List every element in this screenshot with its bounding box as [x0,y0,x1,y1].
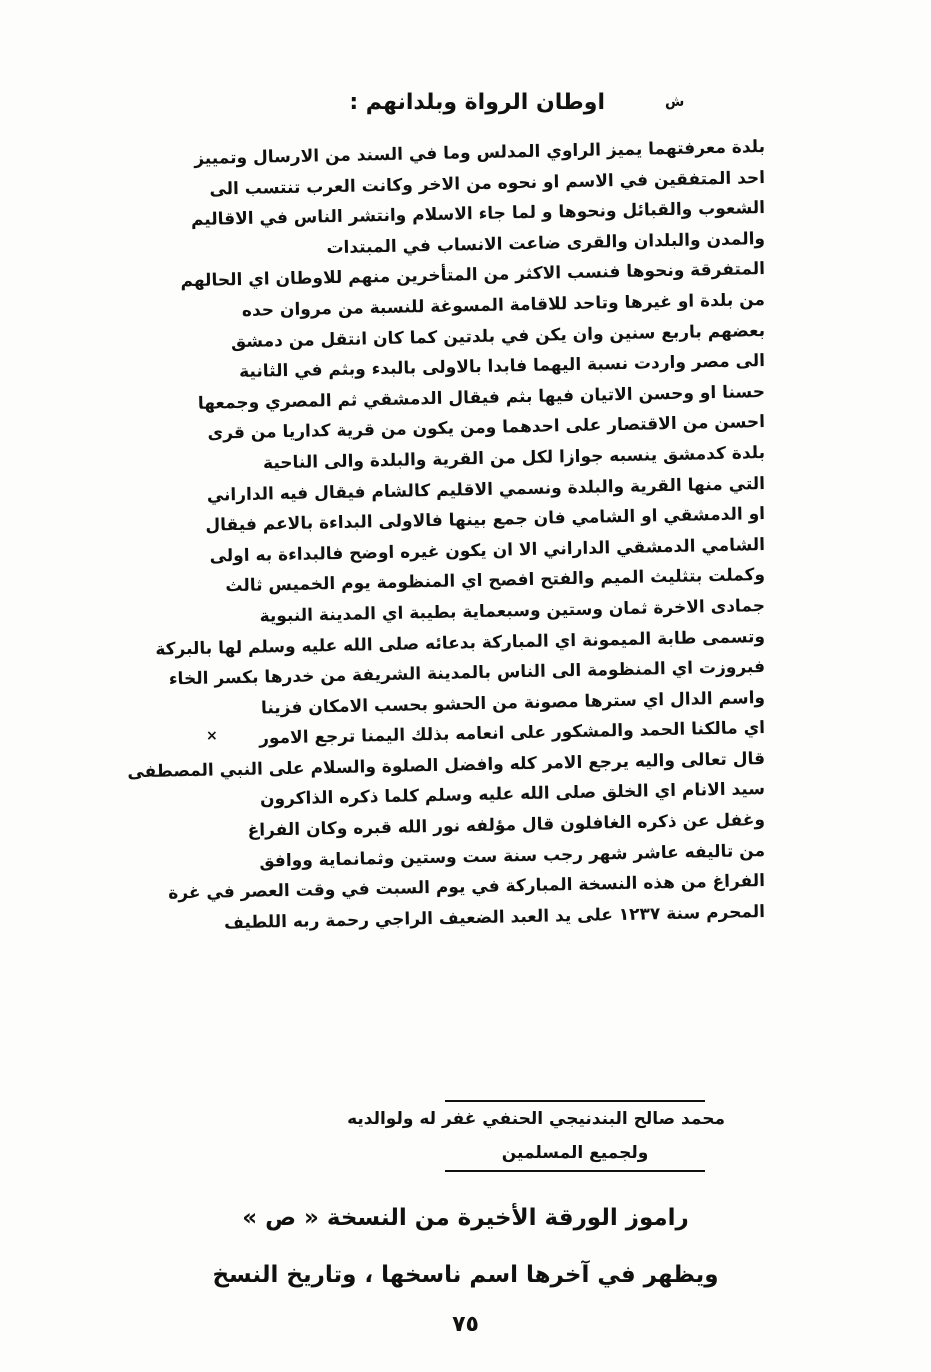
manuscript-line: والمدن والبلدان والقرى ضاعت الانساب في المبتدات [326,228,766,258]
manuscript-line: بعضهم باربع سنين وان يكن في بلدتين كما كان انتقل من دمشق [230,320,766,352]
manuscript-heading: اوطان الرواة وبلدانهم : [349,90,605,115]
figure-caption-line-2: ويظهر في آخرها اسم ناسخها ، وتاريخ النسخ [212,1262,719,1288]
manuscript-line: الى مصر واردت نسبة اليهما فابدا بالاولى بالبدء وبثم في الثانية [238,351,766,383]
manuscript-line: اي مالكنا الحمد والمشكور على انعامه بذلك اليمنا ترجع الامور [258,718,766,749]
manuscript-line: جمادى الاخرة ثمان وستين وسبعماية بطيبة اي المدينة النبوية [259,595,766,627]
manuscript-line: او الدمشقي او الشامي فان جمع بينها فالاولى البداءة بالاعم فيقال [205,504,766,536]
manuscript-line: وكملت بتثليث الميم والفتح افصح اي المنظومة يوم الخميس ثالث [225,565,766,597]
copyist-colophon [347,1100,725,1172]
margin-mark: × [206,728,218,744]
manuscript-line: من بلدة او غيرها وتاحد للاقامة المسوغة للنسبة من مروان حده [241,289,766,321]
manuscript-scan [127,90,766,1190]
figure-caption-line-1: راموز الورقة الأخيرة من النسخة « ص » [242,1205,689,1231]
manuscript-line: الفراغ من هذه النسخة المباركة في يوم السبت في وقت العصر في غرة [168,871,766,904]
manuscript-line: سيد الانام اي الخلق صلى الله عليه وسلم كلما ذكره الذاكرون [259,779,766,811]
manuscript-line: فبروزت اي المنظومة الى الناس بالمدينة الشريفة من خدرها بكسر الخاء [168,657,766,690]
manuscript-line: حسنا او وحسن الاتيان فيها بثم فيقال الدمشقي ثم المصري وجمعها [197,381,766,414]
manuscript-line: التي منها القرية والبلدة ونسمي الاقليم كالشام فيقال فيه الداراني [206,473,766,506]
manuscript-line: قال تعالى واليه يرجع الامر كله وافضل الصلوة والسلام على النبي المصطفى [127,748,766,783]
manuscript-line: احسن من الاقتصار على احدهما ومن يكون من قرية كداريا من قرى [207,412,766,445]
manuscript-line: بلدة معرفتهما يميز الراوي المدلس وما في السند من الارسال وتمييز [194,137,766,169]
page-number: ٧٥ [452,1312,479,1337]
colophon-line: ولجميع المسلمين [501,1143,649,1163]
manuscript-line: وتسمى طابة الميمونة اي المباركة بدعائه صلى الله عليه وسلم لها بالبركة [155,626,766,660]
manuscript-line: المتفرقة ونحوها فنسب الاكثر من المتأخرين منهم للاوطان اي الحالهم [180,259,766,292]
manuscript-line: الشعوب والقبائل ونحوها و لما جاء الاسلام وانتشر الناس في الاقاليم [190,198,766,231]
manuscript-line: احد المتفقين في الاسم او نحوه من الاخر وكانت العرب تنتسب الى [209,167,766,200]
manuscript-line: واسم الدال اي سترها مصونة من الحشو بحسب الامكان فزينا [260,687,766,719]
manuscript-line: الشامي الدمشقي الداراني الا ان يكون غيره اوضح فالبداءة به اولى [209,534,766,567]
colophon-rule [445,1170,705,1172]
margin-mark: ش [665,94,685,110]
manuscript-line: وغفل عن ذكره الغافلون قال مؤلفه نور الله قبره وكان الفراغ [247,810,766,841]
manuscript-line: من تاليفه عاشر شهر رجب سنة ست وستين وثمانماية ووافق [259,840,766,872]
manuscript-line: بلدة كدمشق ينسبه جوازا لكل من القرية والبلدة والى الناحية [262,442,766,474]
manuscript-text-block [127,132,766,934]
manuscript-line: المحرم سنة ١٢٣٧ على يد العبد الضعيف الراجي رحمة ربه اللطيف [223,901,766,934]
colophon-line: محمد صالح البندنيجي الحنفي غفر له ولوالديه [347,1109,725,1129]
